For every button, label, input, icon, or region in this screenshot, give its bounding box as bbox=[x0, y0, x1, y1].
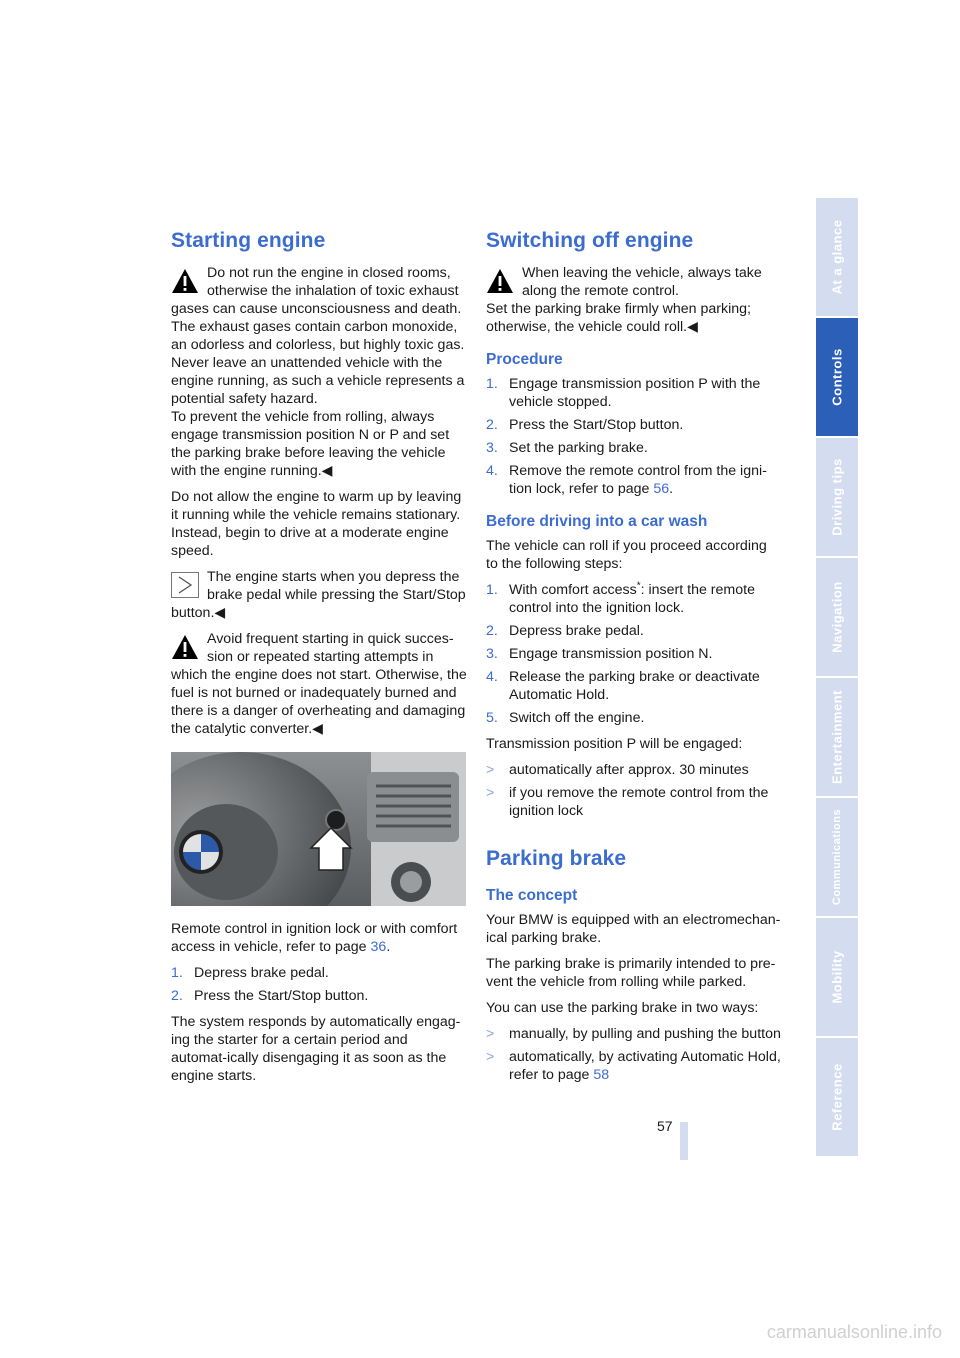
caption-end: . bbox=[386, 939, 391, 955]
list-item bbox=[486, 375, 782, 411]
tab-driving-tips[interactable] bbox=[816, 438, 858, 556]
transmission-bullets bbox=[486, 761, 782, 820]
step-number: 1. bbox=[486, 582, 498, 598]
step-number: 3. bbox=[486, 440, 498, 456]
step-number: 2. bbox=[171, 988, 183, 1004]
step-text: Press the Start/Stop button. bbox=[194, 988, 369, 1004]
tab-label: Entertainment bbox=[829, 690, 845, 784]
heading-starting-engine: Starting engine bbox=[171, 229, 326, 252]
step-number: 1. bbox=[171, 965, 183, 981]
bullet-arrow-icon: > bbox=[486, 1049, 495, 1065]
list-item bbox=[486, 645, 782, 663]
tab-controls[interactable] bbox=[816, 318, 858, 436]
warning-triangle-icon bbox=[486, 268, 514, 294]
tab-entertainment[interactable] bbox=[816, 678, 858, 796]
list-item bbox=[486, 439, 782, 457]
list-item bbox=[486, 1048, 782, 1084]
warning-triangle-icon bbox=[171, 634, 199, 660]
step-text: Release the parking brake or deactivate Automatic Hold. bbox=[509, 669, 760, 703]
note-start-stop bbox=[171, 568, 467, 622]
warning-line: Do not run the engine in closed rooms, bbox=[207, 265, 451, 281]
page-number: 57 bbox=[657, 1118, 673, 1134]
list-item bbox=[171, 987, 467, 1005]
page-number-bar bbox=[680, 1122, 688, 1160]
note-line: The engine starts when you depress the bbox=[207, 569, 460, 585]
start-steps-list bbox=[171, 964, 467, 1005]
warm-up-paragraph: Do not allow the engine to warm up by leaving it running while the vehicle remains stationary. Instead, begin to drive at a moderate engine speed. bbox=[171, 489, 462, 559]
bullet-arrow-icon: > bbox=[486, 1026, 495, 1042]
bullet-text: if you remove the remote control from the ignition lock bbox=[509, 785, 769, 819]
transmission-p-paragraph: Transmission position P will be engaged: bbox=[486, 736, 743, 752]
car-wash-steps-list bbox=[486, 581, 782, 727]
tab-mobility[interactable] bbox=[816, 918, 858, 1036]
tab-navigation[interactable] bbox=[816, 558, 858, 676]
list-item bbox=[171, 964, 467, 982]
bullet-arrow-icon: > bbox=[486, 785, 495, 801]
step-text: Set the parking brake. bbox=[509, 440, 648, 456]
list-item bbox=[486, 622, 782, 640]
page-link-56[interactable]: 56 bbox=[653, 481, 670, 497]
warning-text: Set the parking brake firmly when parking; otherwise, the vehicle could roll.◀ bbox=[486, 301, 751, 335]
step-end: . bbox=[669, 481, 674, 497]
bullet-text: manually, by pulling and pushing the button bbox=[509, 1026, 781, 1042]
step-number: 3. bbox=[486, 646, 498, 662]
step-text: Remove the remote control from the igni-tion lock, refer to page bbox=[509, 463, 767, 497]
tab-reference[interactable] bbox=[816, 1038, 858, 1156]
list-item bbox=[486, 581, 782, 617]
tab-label: Mobility bbox=[829, 950, 845, 1004]
page-link-58[interactable]: 58 bbox=[593, 1067, 610, 1083]
tab-label: Communications bbox=[831, 808, 843, 906]
concept-paragraph-2: The parking brake is primarily intended to pre-vent the vehicle from rolling while parked. bbox=[486, 956, 776, 990]
list-item bbox=[486, 709, 782, 727]
step-text: : insert the remote control into the ignition lock. bbox=[509, 582, 755, 616]
optional-equipment-star: * bbox=[636, 580, 641, 592]
heading-the-concept: The concept bbox=[486, 887, 578, 904]
note-arrow-icon bbox=[171, 572, 199, 598]
bullet-text: automatically, by activating Automatic Hold, refer to page bbox=[509, 1049, 781, 1083]
warning-line: otherwise the inhalation of toxic exhaust bbox=[207, 283, 459, 299]
procedure-steps-list bbox=[486, 375, 782, 498]
concept-paragraph-1: Your BMW is equipped with an electromechan-ical parking brake. bbox=[486, 912, 781, 946]
step-text: With comfort access bbox=[509, 582, 637, 598]
warning-text: gases can cause unconsciousness and death. The exhaust gases contain carbon monoxide, an odorless and colorless, but highly toxic gas. Never leave an unattended vehicle with the engine running, as such a vehicle represents a potential safety hazard. bbox=[171, 301, 465, 407]
note-line: brake pedal while pressing the Start/Stop bbox=[207, 587, 466, 603]
page-link-36[interactable]: 36 bbox=[370, 939, 387, 955]
heading-car-wash: Before driving into a car wash bbox=[486, 513, 708, 530]
watermark: carmanualsonline.info bbox=[766, 1322, 942, 1342]
car-wash-intro: The vehicle can roll if you proceed according to the following steps: bbox=[486, 538, 767, 572]
section-tabs bbox=[816, 198, 858, 1158]
step-text: Press the Start/Stop button. bbox=[509, 417, 684, 433]
steering-wheel-photo bbox=[171, 752, 466, 906]
tab-communications[interactable] bbox=[816, 798, 858, 916]
warning-notice-exhaust bbox=[171, 264, 467, 480]
right-column bbox=[486, 228, 782, 1092]
starter-paragraph: The system responds by automatically engag-ing the starter for a certain period and automat-ically disengaging it as soon as the engine starts. bbox=[171, 1014, 461, 1084]
warning-line: Avoid frequent starting in quick succes- bbox=[207, 631, 454, 647]
list-item bbox=[486, 668, 782, 704]
warning-line: sion or repeated starting attempts in bbox=[207, 649, 434, 665]
step-number: 2. bbox=[486, 623, 498, 639]
step-number: 5. bbox=[486, 710, 498, 726]
heading-parking-brake: Parking brake bbox=[486, 847, 627, 870]
step-number: 4. bbox=[486, 669, 498, 685]
figure-caption bbox=[171, 920, 467, 956]
warning-notice-remote bbox=[486, 264, 782, 336]
step-text: Engage transmission position P with the vehicle stopped. bbox=[509, 376, 761, 410]
step-text: Switch off the engine. bbox=[509, 710, 645, 726]
warning-text: To prevent the vehicle from rolling, always engage transmission position N or P and set the parking brake before leaving the vehicle with the engine running.◀ bbox=[171, 409, 450, 479]
start-stop-button-illustration bbox=[171, 752, 466, 906]
warning-line: When leaving the vehicle, always take bbox=[522, 265, 762, 281]
tab-label: Navigation bbox=[829, 581, 845, 653]
bullet-arrow-icon: > bbox=[486, 762, 495, 778]
tab-label: At a glance bbox=[829, 219, 845, 295]
step-number: 1. bbox=[486, 376, 498, 392]
warning-triangle-icon bbox=[171, 268, 199, 294]
heading-procedure: Procedure bbox=[486, 351, 563, 368]
warning-line: along the remote control. bbox=[522, 283, 679, 299]
step-number: 2. bbox=[486, 417, 498, 433]
step-text: Depress brake pedal. bbox=[194, 965, 329, 981]
bullet-text: automatically after approx. 30 minutes bbox=[509, 762, 749, 778]
warning-text: which the engine does not start. Otherwise, the fuel is not burned or inadequately burned and there is a danger of overheating and damaging the catalytic converter.◀ bbox=[171, 667, 467, 737]
tab-label: Controls bbox=[829, 348, 845, 406]
tab-at-a-glance[interactable] bbox=[816, 198, 858, 316]
heading-switching-off-engine: Switching off engine bbox=[486, 229, 694, 252]
left-column bbox=[171, 228, 467, 1093]
step-number: 4. bbox=[486, 463, 498, 479]
concept-paragraph-3: You can use the parking brake in two ways: bbox=[486, 1000, 759, 1016]
note-text: button.◀ bbox=[171, 605, 226, 621]
caption-text: Remote control in ignition lock or with comfort access in vehicle, refer to page bbox=[171, 921, 458, 955]
list-item bbox=[486, 416, 782, 434]
parking-brake-bullets bbox=[486, 1025, 782, 1084]
step-text: Depress brake pedal. bbox=[509, 623, 644, 639]
list-item bbox=[486, 462, 782, 498]
list-item bbox=[486, 784, 782, 820]
list-item bbox=[486, 1025, 782, 1043]
warning-notice-starting bbox=[171, 630, 467, 738]
list-item bbox=[486, 761, 782, 779]
step-text: Engage transmission position N. bbox=[509, 646, 713, 662]
tab-label: Reference bbox=[829, 1063, 845, 1131]
tab-label: Driving tips bbox=[829, 458, 845, 536]
